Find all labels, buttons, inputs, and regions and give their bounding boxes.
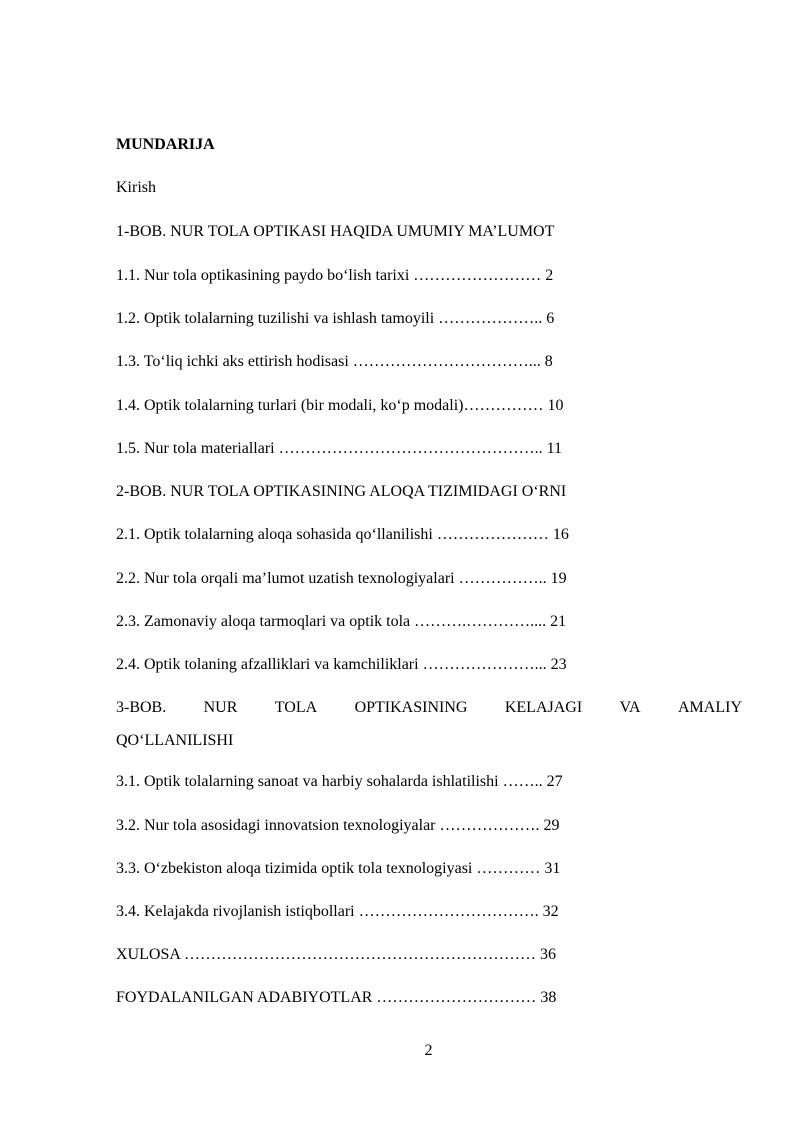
toc-item: 1.1. Nur tola optikasining paydo bo‘lish tarixi …………………… 2 (116, 267, 554, 284)
toc-item: 2.2. Nur tola orqali ma’lumot uzatish texnologiyalari …………….. 19 (116, 570, 567, 587)
toc-heading: MUNDARIJA (116, 136, 215, 153)
toc-item: 2.3. Zamonaviy aloqa tarmoqlari va optik tola ……….………….... 21 (116, 613, 567, 630)
toc-chapter-3 (116, 699, 742, 717)
page-number: 2 (424, 1042, 433, 1059)
toc-item: 3.2. Nur tola asosidagi innovatsion texnologiyalar ………………. 29 (116, 817, 560, 834)
toc-item: 1.4. Optik tolalarning turlari (bir modali, ko‘p modali)…………… 10 (116, 397, 564, 414)
toc-chapter-3-word: AMALIY (678, 699, 742, 716)
toc-chapter-3-word: 3-BOB. (116, 699, 167, 716)
toc-item: 1.5. Nur tola materiallari ………………………………………….. 11 (116, 440, 563, 457)
toc-item: 3.4. Kelajakda rivojlanish istiqbollari ……………………………. 32 (116, 903, 559, 920)
toc-item: 2.4. Optik tolaning afzalliklari va kamchiliklari …………………... 23 (116, 656, 567, 673)
toc-chapter-3-word: TOLA (274, 699, 318, 716)
toc-chapter-3-word: OPTIKASINING (354, 699, 468, 716)
toc-item: 2.1. Optik tolalarning aloqa sohasida qo‘llanilishi ………………… 16 (116, 526, 569, 543)
toc-intro: Kirish (116, 179, 156, 196)
toc-item: 1.3. To‘liq ichki aks ettirish hodisasi ……………………………... 8 (116, 353, 553, 370)
toc-chapter-1: 1-BOB. NUR TOLA OPTIKASI HAQIDA UMUMIY MA’LUMOT (116, 223, 555, 240)
toc-chapter-3-word: VA (619, 699, 641, 716)
toc-chapter-3-continuation: QO‘LLANILISHI (116, 732, 234, 749)
toc-item: 1.2. Optik tolalarning tuzilishi va ishlash tamoyili ……………….. 6 (116, 310, 555, 327)
toc-chapter-2: 2-BOB. NUR TOLA OPTIKASINING ALOQA TIZIMIDAGI O‘RNI (116, 483, 567, 500)
toc-chapter-3-word: NUR (203, 699, 238, 716)
toc-item: 3.3. O‘zbekiston aloqa tizimida optik tola texnologiyasi ………… 31 (116, 860, 561, 877)
toc-conclusion: XULOSA ………………………………………………………… 36 (116, 946, 557, 963)
toc-item: 3.1. Optik tolalarning sanoat va harbiy sohalarda ishlatilishi …….. 27 (116, 773, 563, 790)
toc-chapter-3-word: KELAJAGI (504, 699, 583, 716)
toc-references: FOYDALANILGAN ADABIYOTLAR ………………………… 38 (116, 989, 557, 1006)
